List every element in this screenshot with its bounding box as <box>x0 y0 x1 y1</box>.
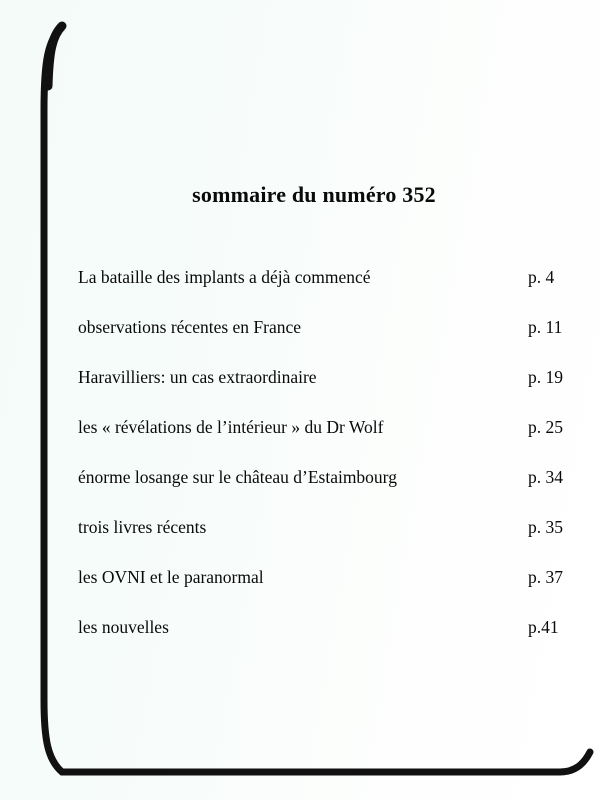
toc-row <box>78 266 578 316</box>
toc-entry-title: énorme losange sur le château d’Estaimbourg <box>78 467 397 487</box>
toc-entry-page: p.41 <box>528 617 559 637</box>
page-title: sommaire du numéro 352 <box>192 182 436 207</box>
toc-entry-page: p. 4 <box>528 267 555 287</box>
toc-entry-title: observations récentes en France <box>78 317 302 337</box>
table-of-contents <box>78 266 578 666</box>
toc-entry-title: Haravilliers: un cas extraordinaire <box>78 367 317 387</box>
toc-entry-page: p. 34 <box>528 467 563 487</box>
toc-row <box>78 416 578 466</box>
toc-row <box>78 516 578 566</box>
toc-entry-title: trois livres récents <box>78 517 207 537</box>
toc-entry-page: p. 11 <box>528 317 563 337</box>
toc-row <box>78 316 578 366</box>
toc-entry-title: les nouvelles <box>78 617 169 637</box>
toc-row <box>78 366 578 416</box>
toc-entry-page: p. 25 <box>528 417 563 437</box>
toc-entry-page: p. 35 <box>528 517 563 537</box>
toc-row <box>78 466 578 516</box>
toc-entry-title: La bataille des implants a déjà commencé <box>78 267 371 287</box>
toc-entry-title: les OVNI et le paranormal <box>78 567 264 587</box>
toc-entry-page: p. 19 <box>528 367 563 387</box>
toc-row <box>78 616 578 666</box>
toc-row <box>78 566 578 616</box>
toc-entry-page: p. 37 <box>528 567 563 587</box>
toc-entry-title: les « révélations de l’intérieur » du Dr Wolf <box>78 417 384 437</box>
